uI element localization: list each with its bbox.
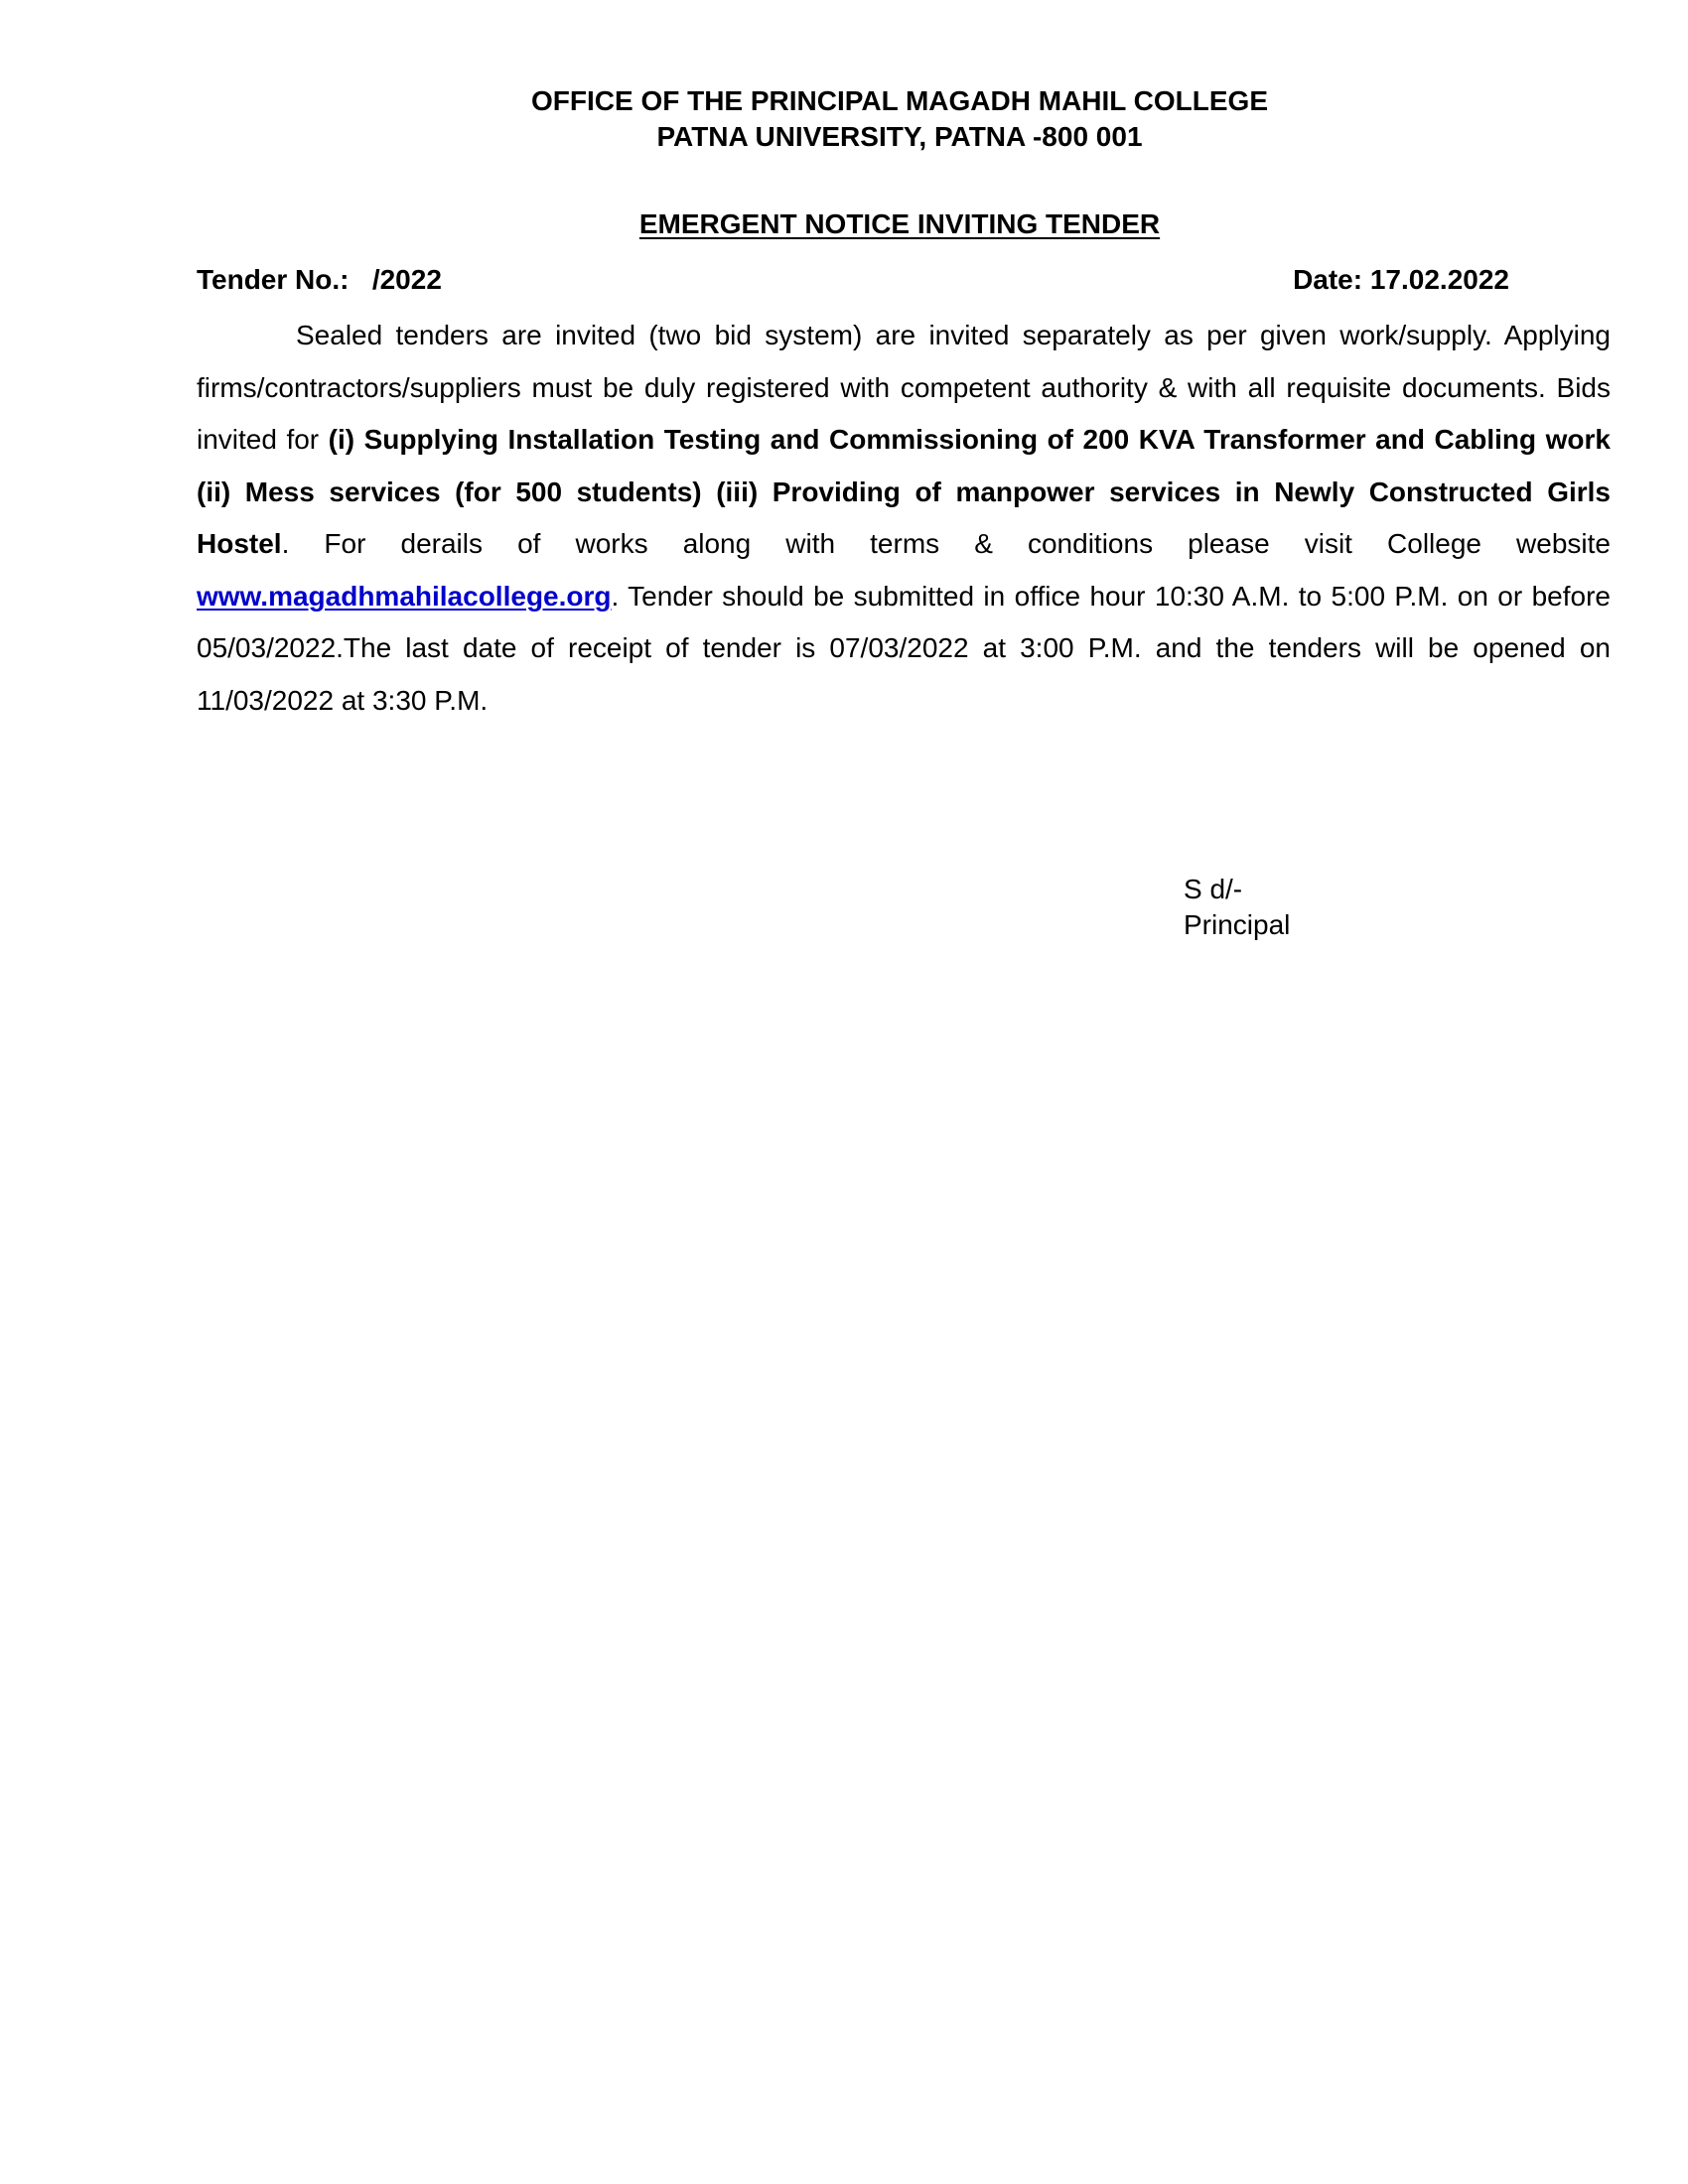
- notice-title: [0, 206, 1688, 242]
- tender-date: Date: 17.02.2022: [1293, 264, 1509, 295]
- notice-body: [197, 310, 1611, 727]
- notice-title-text: EMERGENT NOTICE INVITING TENDER: [638, 208, 1161, 239]
- notice-body-details: . For derails of works along with terms & conditions please visit College website: [281, 528, 1611, 559]
- office-header: [0, 83, 1688, 155]
- office-header-line-1: OFFICE OF THE PRINCIPAL MAGADH MAHIL COLLEGE: [531, 85, 1268, 116]
- college-website-link[interactable]: www.magadhmahilacollege.org: [197, 580, 612, 612]
- office-header-line-2: PATNA UNIVERSITY, PATNA -800 001: [656, 121, 1143, 152]
- notice-body-schedule: . Tender should be submitted in office hour 10:30 A.M. to 5:00 P.M. on or before 05/03/2022.The last date of receipt of tender is 07/03/2022 at 3:00 P.M. and the tenders will be opened on 11/03/2022 at 3:30 P.M.: [197, 580, 1611, 716]
- signature-designation: Principal: [1184, 909, 1291, 940]
- tender-number: Tender No.: /2022: [197, 264, 442, 295]
- notice-body-intro: Sealed tenders are invited (two bid system) are invited separately as per given work/supply. Applying firms/contractors/suppliers must be duly registered with competent authority & with all requisite documents. Bids invited for: [197, 320, 1611, 455]
- signature-block: [1184, 872, 1290, 943]
- tender-meta-row: [197, 260, 1509, 300]
- notice-body-works: (i) Supplying Installation Testing and Commissioning of 200 KVA Transformer and Cabling work (ii) Mess services (for 500 students) (iii) Providing of manpower services in Newly Constructed Girls Hostel: [197, 424, 1612, 559]
- signature-sd: S d/-: [1184, 874, 1243, 904]
